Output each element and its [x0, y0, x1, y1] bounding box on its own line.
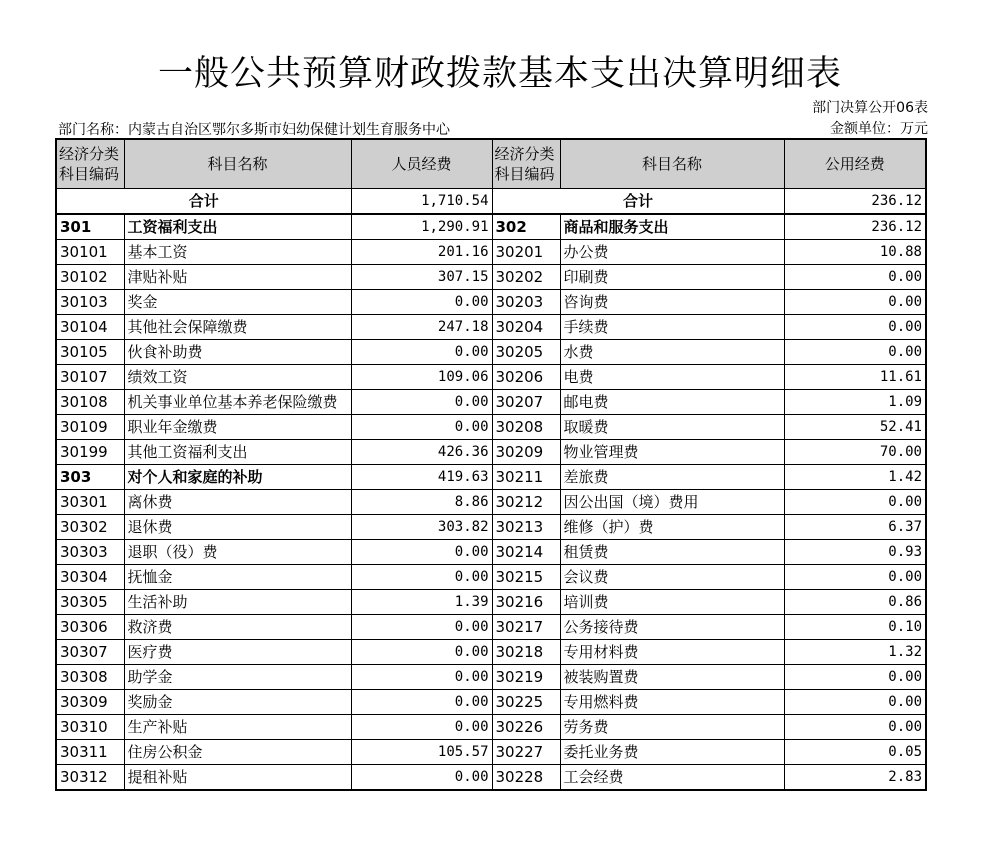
table-row: [56, 365, 926, 390]
item-name-cell-2: 劳务费: [560, 715, 784, 740]
item-name-cell: 生活补助: [124, 590, 351, 615]
personnel-amount-cell: 0.00: [351, 340, 492, 365]
code-cell-2: 30208: [492, 415, 560, 440]
code-cell: 30309: [56, 690, 124, 715]
personnel-amount-cell: 1,290.91: [351, 214, 492, 240]
code-cell-2: 30227: [492, 740, 560, 765]
code-cell-2: 30214: [492, 540, 560, 565]
personnel-amount-cell: 8.86: [351, 490, 492, 515]
item-name-cell-2: 委托业务费: [560, 740, 784, 765]
page-title: 一般公共预算财政拨款基本支出决算明细表: [157, 54, 842, 94]
code-cell-2: 30209: [492, 440, 560, 465]
item-name-cell: 提租补贴: [124, 765, 351, 791]
item-name-cell: 助学金: [124, 665, 351, 690]
item-name-cell: 医疗费: [124, 640, 351, 665]
public-amount-cell: 236.12: [784, 214, 926, 240]
item-name-cell-2: 取暖费: [560, 415, 784, 440]
item-name-cell-2: 邮电费: [560, 390, 784, 415]
item-name-cell: 抚恤金: [124, 565, 351, 590]
item-name-cell: 奖金: [124, 290, 351, 315]
public-amount-cell: 2.83: [784, 765, 926, 791]
item-name-cell-2: 培训费: [560, 590, 784, 615]
public-amount-cell: 0.00: [784, 265, 926, 290]
code-cell-2: 30203: [492, 290, 560, 315]
code-cell-2: 302: [492, 214, 560, 240]
item-name-cell: 退职（役）费: [124, 540, 351, 565]
code-cell: 30104: [56, 315, 124, 340]
item-name-cell: 津贴补贴: [124, 265, 351, 290]
item-name-cell-2: 维修（护）费: [560, 515, 784, 540]
table-row: [56, 240, 926, 265]
total-row: [56, 189, 926, 215]
table-header-row: [56, 139, 926, 189]
code-cell-2: 30211: [492, 465, 560, 490]
personnel-amount-cell: 426.36: [351, 440, 492, 465]
code-cell-2: 30202: [492, 265, 560, 290]
public-amount-cell: 0.00: [784, 690, 926, 715]
code-cell-2: 30212: [492, 490, 560, 515]
item-name-cell: 职业年金缴费: [124, 415, 351, 440]
code-cell-2: 30225: [492, 690, 560, 715]
form-code: 部门决算公开06表: [812, 100, 928, 116]
table-row: [56, 540, 926, 565]
table-row: [56, 390, 926, 415]
table-row: [56, 490, 926, 515]
public-amount-cell: 0.00: [784, 715, 926, 740]
code-cell-2: 30215: [492, 565, 560, 590]
code-cell-2: 30206: [492, 365, 560, 390]
code-cell: 303: [56, 465, 124, 490]
code-cell: 30302: [56, 515, 124, 540]
header-code-2: 经济分类科目编码: [492, 139, 560, 189]
code-cell-2: 30213: [492, 515, 560, 540]
personnel-amount-cell: 0.00: [351, 290, 492, 315]
public-amount-cell: 10.88: [784, 240, 926, 265]
public-amount-cell: 6.37: [784, 515, 926, 540]
table-row: [56, 465, 926, 490]
item-name-cell: 绩效工资: [124, 365, 351, 390]
code-cell: 30310: [56, 715, 124, 740]
code-cell: 30102: [56, 265, 124, 290]
personnel-amount-cell: 0.00: [351, 390, 492, 415]
table-row: [56, 214, 926, 240]
code-cell: 30301: [56, 490, 124, 515]
item-name-cell: 生产补贴: [124, 715, 351, 740]
item-name-cell-2: 工会经费: [560, 765, 784, 791]
item-name-cell: 基本工资: [124, 240, 351, 265]
table-row: [56, 740, 926, 765]
amount-unit: 金额单位：万元: [830, 121, 928, 137]
code-cell: 30306: [56, 615, 124, 640]
personnel-amount-cell: 0.00: [351, 640, 492, 665]
item-name-cell-2: 专用材料费: [560, 640, 784, 665]
code-cell-2: 30205: [492, 340, 560, 365]
code-cell-2: 30219: [492, 665, 560, 690]
personnel-amount-cell: 0.00: [351, 665, 492, 690]
table-row: [56, 690, 926, 715]
code-cell-2: 30201: [492, 240, 560, 265]
code-cell: 30305: [56, 590, 124, 615]
code-cell: 30311: [56, 740, 124, 765]
public-amount-cell: 0.93: [784, 540, 926, 565]
code-cell: 30108: [56, 390, 124, 415]
table-row: [56, 665, 926, 690]
code-cell-2: 30216: [492, 590, 560, 615]
item-name-cell: 其他社会保障缴费: [124, 315, 351, 340]
public-amount-cell: 0.00: [784, 290, 926, 315]
public-amount-cell: 0.00: [784, 340, 926, 365]
code-cell-2: 30226: [492, 715, 560, 740]
code-cell-2: 30207: [492, 390, 560, 415]
item-name-cell: 救济费: [124, 615, 351, 640]
header-public-expense: 公用经费: [784, 139, 926, 189]
personnel-amount-cell: 201.16: [351, 240, 492, 265]
table-row: [56, 615, 926, 640]
item-name-cell: 退休费: [124, 515, 351, 540]
public-amount-cell: 1.32: [784, 640, 926, 665]
header-code: 经济分类科目编码: [56, 139, 124, 189]
code-cell-2: 30217: [492, 615, 560, 640]
public-amount-cell: 0.86: [784, 590, 926, 615]
code-cell: 30103: [56, 290, 124, 315]
item-name-cell-2: 租赁费: [560, 540, 784, 565]
code-cell: 30308: [56, 665, 124, 690]
item-name-cell: 机关事业单位基本养老保险缴费: [124, 390, 351, 415]
department-name: 部门名称：内蒙古自治区鄂尔多斯市妇幼保健计划生育服务中心: [58, 122, 450, 138]
item-name-cell-2: 商品和服务支出: [560, 214, 784, 240]
item-name-cell: 住房公积金: [124, 740, 351, 765]
table-row: [56, 590, 926, 615]
item-name-cell-2: 因公出国（境）费用: [560, 490, 784, 515]
header-personnel-expense: 人员经费: [351, 139, 492, 189]
code-cell: 30303: [56, 540, 124, 565]
public-amount-cell: 52.41: [784, 415, 926, 440]
code-cell: 30312: [56, 765, 124, 791]
personnel-amount-cell: 105.57: [351, 740, 492, 765]
code-cell-2: 30204: [492, 315, 560, 340]
total-personnel: 1,710.54: [351, 189, 492, 215]
code-cell-2: 30218: [492, 640, 560, 665]
personnel-amount-cell: 0.00: [351, 765, 492, 791]
code-cell: 30307: [56, 640, 124, 665]
table-row: [56, 715, 926, 740]
item-name-cell-2: 电费: [560, 365, 784, 390]
personnel-amount-cell: 0.00: [351, 690, 492, 715]
item-name-cell-2: 办公费: [560, 240, 784, 265]
total-label-left: 合计: [56, 189, 351, 215]
item-name-cell-2: 印刷费: [560, 265, 784, 290]
public-amount-cell: 0.05: [784, 740, 926, 765]
header-item-name-2: 科目名称: [560, 139, 784, 189]
item-name-cell: 奖励金: [124, 690, 351, 715]
item-name-cell-2: 差旅费: [560, 465, 784, 490]
item-name-cell: 其他工资福利支出: [124, 440, 351, 465]
item-name-cell: 伙食补助费: [124, 340, 351, 365]
item-name-cell: 离休费: [124, 490, 351, 515]
personnel-amount-cell: 0.00: [351, 715, 492, 740]
table-row: [56, 415, 926, 440]
personnel-amount-cell: 0.00: [351, 415, 492, 440]
personnel-amount-cell: 109.06: [351, 365, 492, 390]
item-name-cell: 对个人和家庭的补助: [124, 465, 351, 490]
code-cell: 30199: [56, 440, 124, 465]
table-row: [56, 340, 926, 365]
public-amount-cell: 70.00: [784, 440, 926, 465]
total-label-right: 合计: [492, 189, 784, 215]
total-public: 236.12: [784, 189, 926, 215]
table-row: [56, 765, 926, 791]
code-cell: 30109: [56, 415, 124, 440]
personnel-amount-cell: 0.00: [351, 565, 492, 590]
table-row: [56, 515, 926, 540]
item-name-cell-2: 手续费: [560, 315, 784, 340]
public-amount-cell: 11.61: [784, 365, 926, 390]
item-name-cell-2: 咨询费: [560, 290, 784, 315]
personnel-amount-cell: 0.00: [351, 540, 492, 565]
item-name-cell-2: 专用燃料费: [560, 690, 784, 715]
public-amount-cell: 0.00: [784, 665, 926, 690]
code-cell: 30105: [56, 340, 124, 365]
personnel-amount-cell: 419.63: [351, 465, 492, 490]
code-cell: 30107: [56, 365, 124, 390]
table-row: [56, 315, 926, 340]
code-cell: 30101: [56, 240, 124, 265]
public-amount-cell: 1.09: [784, 390, 926, 415]
personnel-amount-cell: 303.82: [351, 515, 492, 540]
table-row: [56, 640, 926, 665]
code-cell: 301: [56, 214, 124, 240]
code-cell-2: 30228: [492, 765, 560, 791]
item-name-cell-2: 被装购置费: [560, 665, 784, 690]
item-name-cell-2: 公务接待费: [560, 615, 784, 640]
personnel-amount-cell: 0.00: [351, 615, 492, 640]
public-amount-cell: 0.00: [784, 315, 926, 340]
table-row: [56, 440, 926, 465]
personnel-amount-cell: 1.39: [351, 590, 492, 615]
code-cell: 30304: [56, 565, 124, 590]
item-name-cell-2: 水费: [560, 340, 784, 365]
expenditure-table: [55, 138, 927, 791]
public-amount-cell: 1.42: [784, 465, 926, 490]
personnel-amount-cell: 307.15: [351, 265, 492, 290]
header-item-name: 科目名称: [124, 139, 351, 189]
item-name-cell-2: 物业管理费: [560, 440, 784, 465]
personnel-amount-cell: 247.18: [351, 315, 492, 340]
table-row: [56, 290, 926, 315]
item-name-cell-2: 会议费: [560, 565, 784, 590]
table-row: [56, 265, 926, 290]
table-row: [56, 565, 926, 590]
item-name-cell: 工资福利支出: [124, 214, 351, 240]
public-amount-cell: 0.10: [784, 615, 926, 640]
public-amount-cell: 0.00: [784, 565, 926, 590]
public-amount-cell: 0.00: [784, 490, 926, 515]
